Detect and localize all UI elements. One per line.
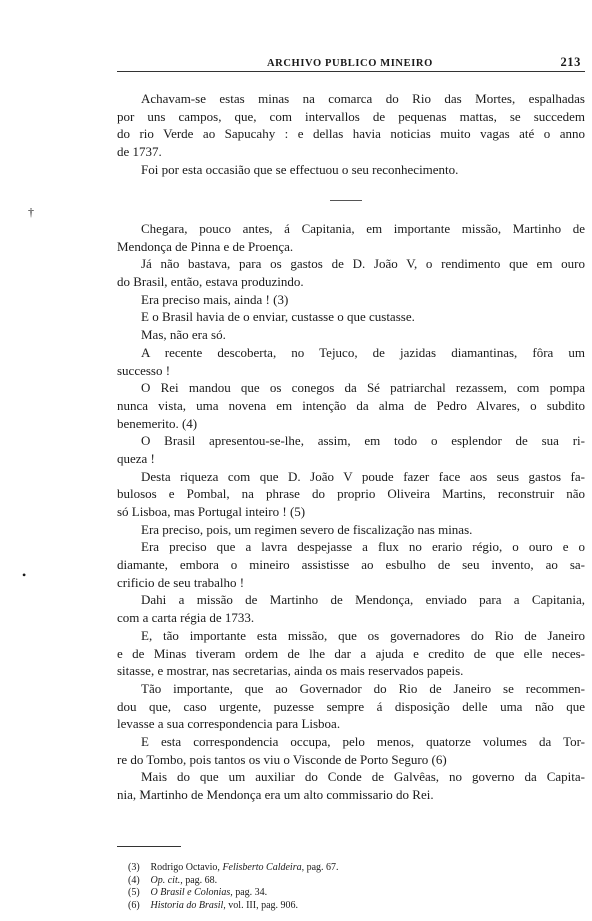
- text-line: Achavam-se estas minas na comarca do Rio das Mortes, espalhadas: [141, 91, 585, 106]
- footnote-title: Felisberto Caldeira,: [222, 862, 305, 873]
- footnote-rule: [117, 846, 181, 847]
- main-body: [117, 220, 585, 804]
- footnotes: [128, 862, 508, 912]
- margin-bullet-mark: •: [22, 568, 27, 582]
- text-line: Chegara, pouco antes, á Capitania, em importante missão, Martinho de: [141, 221, 585, 236]
- footnote: [128, 900, 508, 913]
- text-line: Foi por esta occasião que se effectuou o seu reconhecimento.: [141, 161, 459, 177]
- footnote-ref: pag. 67.: [306, 862, 339, 873]
- page-number: 213: [560, 55, 581, 69]
- text-line: com a carta régia de 1733.: [117, 610, 255, 626]
- text-line: do Brasil, então, estava produzindo.: [117, 274, 304, 290]
- text-line: O Brasil apresentou-se-lhe, assim, em todo o esplendor de sua ri-: [141, 433, 585, 449]
- text-line: Mas, não era só.: [141, 327, 226, 343]
- margin-dagger-mark: †: [28, 205, 34, 219]
- text-line: Já não bastava, para os gastos de D. João V, o rendimento que em ouro: [141, 256, 585, 272]
- footnote-number: (6): [128, 899, 140, 911]
- text-line: Era preciso que a lavra despejasse a flux no erario régio, o ouro e o: [141, 539, 585, 555]
- text-line: E, tão importante esta missão, que os governadores do Rio de Janeiro: [141, 627, 585, 643]
- text-line: bulosos e Pombal, na phrase do proprio Oliveira Martins, reconstruir não: [117, 486, 585, 502]
- text-line: só Lisboa, mas Portugal inteiro ! (5): [117, 504, 306, 519]
- text-line: Era preciso mais, ainda ! (3): [141, 291, 289, 307]
- text-line: Mendonça de Pinna e de Proença.: [117, 238, 294, 254]
- text-line: nunca vista, uma novena em intenção da alma de Pedro Alvares, o subdito: [117, 397, 585, 413]
- text-line: sitasse, e mostrar, nas secretarias, ainda os mais reservados papeis.: [117, 663, 464, 679]
- footnote-number: (5): [128, 887, 140, 898]
- text-line: Mais do que um auxiliar do Conde de Galvêas, no governo da Capita-: [141, 769, 585, 785]
- text-line: do rio Verde ao Sapucahy : e dellas havia noticias muito vagas até o anno: [117, 126, 585, 142]
- footnote: [128, 862, 508, 875]
- footnote-author: Rodrigo Octavio,: [150, 862, 220, 873]
- text-line: Era preciso, pois, um regimen severo de fiscalização nas minas.: [141, 521, 473, 537]
- text-line: por uns campos, que, com intervallos de pequenas mattas, se succedem: [117, 108, 585, 124]
- text-line: nia, Martinho de Mendonça era um alto commissario do Rei.: [117, 787, 434, 802]
- text-line: queza !: [117, 450, 155, 466]
- text-line: benemerito. (4): [117, 415, 198, 431]
- footnote: [128, 887, 508, 900]
- section-separator: [330, 200, 362, 207]
- text-line: E o Brasil havia de o enviar, custasse o que custasse.: [141, 309, 415, 325]
- text-line: crificio de seu trabalho !: [117, 574, 245, 590]
- footnote: [128, 875, 508, 888]
- text-line: dou que, caso urgente, puzesse sempre á disposição delle uma não que: [117, 698, 585, 714]
- text-line: Dahi a missão de Martinho de Mendonça, enviado para a Capitania,: [141, 592, 585, 608]
- footnote-ref: pag. 34.: [235, 887, 268, 898]
- text-line: Tão importante, que ao Governador do Rio de Janeiro se recommen-: [141, 680, 585, 696]
- footnote-ref: pag. 68.: [185, 874, 218, 886]
- text-line: e de Minas tiveram ordem de lhe dar a ajuda e credito de que elle neces-: [117, 645, 585, 661]
- text-line: levasse a sua correspondencia para Lisboa.: [117, 716, 341, 732]
- page-header: [117, 56, 585, 72]
- footnote-title: O Brasil e Colonias,: [150, 887, 233, 898]
- footnote-number: (3): [128, 862, 140, 873]
- paragraph-intro: [117, 90, 585, 178]
- text-line: re do Tombo, pois tantos os viu o Visconde de Porto Seguro (6): [117, 751, 447, 767]
- text-line: O Rei mandou que os conegos da Sé patriarchal rezassem, com pompa: [141, 380, 585, 396]
- text-line: diamante, embora o mineiro assistisse ao esbulho de seu invento, ao sa-: [117, 557, 585, 573]
- footnote-number: (4): [128, 874, 140, 886]
- text-line: Desta riqueza com que D. João V poude fazer face aos seus gastos fa-: [141, 468, 585, 484]
- header-rule: [117, 71, 585, 72]
- text-line: successo !: [117, 362, 171, 378]
- footnote-title: Historia do Brasil,: [150, 899, 226, 911]
- footnote-ref: vol. III, pag. 906.: [228, 899, 299, 911]
- running-head: ARCHIVO PUBLICO MINEIRO: [267, 58, 433, 69]
- text-line: de 1737.: [117, 144, 162, 160]
- text-line: E esta correspondencia occupa, pelo menos, quatorze volumes da Tor-: [141, 733, 585, 749]
- text-line: A recente descoberta, no Tejuco, de jazidas diamantinas, fôra um: [141, 344, 585, 360]
- footnote-title: Op. cit.,: [150, 874, 183, 886]
